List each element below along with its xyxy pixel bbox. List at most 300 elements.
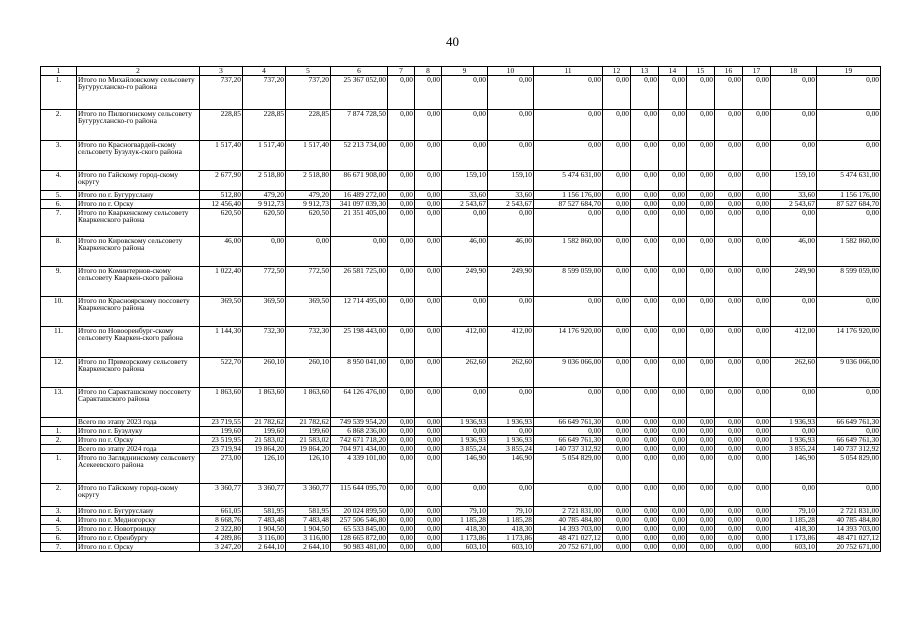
- value-cell: 3 116,00: [286, 533, 331, 542]
- value-cell: 0,00: [817, 75, 881, 109]
- column-number-cell: 7: [388, 67, 415, 76]
- column-number-cell: 3: [200, 67, 243, 76]
- value-cell: 0,00: [603, 109, 631, 140]
- value-cell: 620,50: [200, 208, 243, 236]
- value-cell: 0,00: [715, 236, 743, 266]
- value-cell: 369,50: [286, 296, 331, 326]
- value-cell: 0,00: [743, 266, 771, 296]
- value-cell: 0,00: [488, 75, 534, 109]
- value-cell: 6 868 236,00: [331, 426, 388, 435]
- value-cell: 0,00: [687, 296, 715, 326]
- value-cell: 0,00: [603, 417, 631, 426]
- value-cell: 0,00: [715, 453, 743, 483]
- value-cell: 0,00: [603, 140, 631, 170]
- value-cell: 0,00: [631, 453, 659, 483]
- value-cell: 0,00: [743, 199, 771, 208]
- value-cell: 20 024 899,50: [331, 506, 388, 515]
- value-cell: 0,00: [659, 524, 687, 533]
- value-cell: 0,00: [388, 453, 415, 483]
- value-cell: 0,00: [715, 515, 743, 524]
- table-row: [41, 296, 881, 326]
- value-cell: 0,00: [687, 236, 715, 266]
- value-cell: 0,00: [687, 387, 715, 417]
- value-cell: 0,00: [715, 533, 743, 542]
- table-row: [41, 326, 881, 357]
- value-cell: 0,00: [687, 190, 715, 199]
- value-cell: 2 543,67: [771, 199, 817, 208]
- value-cell: 0,00: [687, 435, 715, 444]
- value-cell: 25 367 052,00: [331, 75, 388, 109]
- value-cell: 0,00: [388, 533, 415, 542]
- value-cell: 0,00: [659, 266, 687, 296]
- value-cell: 0,00: [603, 515, 631, 524]
- value-cell: 0,00: [415, 524, 442, 533]
- value-cell: 260,10: [243, 357, 286, 387]
- value-cell: 0,00: [488, 426, 534, 435]
- row-name-cell: Итого по г. Орску: [77, 199, 200, 208]
- value-cell: 0,00: [631, 199, 659, 208]
- value-cell: 0,00: [817, 109, 881, 140]
- page-number: 40: [446, 34, 459, 49]
- value-cell: 0,00: [415, 190, 442, 199]
- row-number-cell: 9.: [41, 266, 77, 296]
- value-cell: 1 173,86: [771, 533, 817, 542]
- value-cell: 0,00: [388, 515, 415, 524]
- value-cell: 0,00: [631, 515, 659, 524]
- value-cell: 128 665 872,00: [331, 533, 388, 542]
- row-name-cell: Итого по Саракташскому поссовету Саракташского района: [77, 387, 200, 417]
- value-cell: 249,90: [442, 266, 488, 296]
- value-cell: 0,00: [603, 190, 631, 199]
- value-cell: 412,00: [771, 326, 817, 357]
- value-cell: 581,95: [286, 506, 331, 515]
- value-cell: 5 054 829,00: [534, 453, 603, 483]
- value-cell: 16 489 272,00: [331, 190, 388, 199]
- value-cell: 1 904,50: [286, 524, 331, 533]
- column-number-cell: 14: [659, 67, 687, 76]
- value-cell: 0,00: [388, 109, 415, 140]
- row-number-cell: [41, 417, 77, 426]
- value-cell: 0,00: [743, 326, 771, 357]
- value-cell: 8 599 059,00: [534, 266, 603, 296]
- row-name-cell: Итого по г. Орску: [77, 542, 200, 551]
- value-cell: 159,10: [488, 170, 534, 190]
- value-cell: 0,00: [603, 387, 631, 417]
- value-cell: 21 351 405,00: [331, 208, 388, 236]
- value-cell: 140 737 312,92: [817, 444, 881, 453]
- value-cell: 273,00: [200, 453, 243, 483]
- row-number-cell: 2.: [41, 483, 77, 506]
- value-cell: 79,10: [771, 506, 817, 515]
- row-number-cell: 8.: [41, 236, 77, 266]
- value-cell: 0,00: [603, 296, 631, 326]
- value-cell: 3 360,77: [243, 483, 286, 506]
- column-number-cell: 8: [415, 67, 442, 76]
- value-cell: 0,00: [715, 326, 743, 357]
- value-cell: 0,00: [743, 170, 771, 190]
- value-cell: 620,50: [286, 208, 331, 236]
- value-cell: 772,50: [243, 266, 286, 296]
- value-cell: 0,00: [631, 387, 659, 417]
- value-cell: 0,00: [488, 109, 534, 140]
- row-number-cell: 5.: [41, 524, 77, 533]
- value-cell: 0,00: [603, 453, 631, 483]
- value-cell: 33,60: [771, 190, 817, 199]
- value-cell: 0,00: [687, 357, 715, 387]
- value-cell: 228,85: [286, 109, 331, 140]
- value-cell: 0,00: [817, 426, 881, 435]
- value-cell: 21 583,02: [286, 435, 331, 444]
- row-number-cell: 7.: [41, 208, 77, 236]
- column-number-cell: 5: [286, 67, 331, 76]
- row-number-cell: [41, 444, 77, 453]
- value-cell: 0,00: [388, 542, 415, 551]
- value-cell: 0,00: [534, 208, 603, 236]
- column-number-cell: 15: [687, 67, 715, 76]
- value-cell: 0,00: [715, 296, 743, 326]
- value-cell: 1 173,86: [488, 533, 534, 542]
- value-cell: 0,00: [388, 435, 415, 444]
- value-cell: 3 116,00: [243, 533, 286, 542]
- value-cell: 2 644,10: [243, 542, 286, 551]
- value-cell: 66 649 761,30: [534, 417, 603, 426]
- value-cell: 0,00: [388, 266, 415, 296]
- data-table: [40, 66, 881, 552]
- value-cell: 418,30: [771, 524, 817, 533]
- column-number-cell: 1: [41, 67, 77, 76]
- table-row: [41, 199, 881, 208]
- value-cell: 0,00: [388, 208, 415, 236]
- value-cell: 0,00: [603, 357, 631, 387]
- value-cell: 0,00: [631, 435, 659, 444]
- value-cell: 0,00: [715, 199, 743, 208]
- value-cell: 0,00: [659, 208, 687, 236]
- value-cell: 2 322,80: [200, 524, 243, 533]
- value-cell: 0,00: [687, 266, 715, 296]
- value-cell: 2 721 831,00: [817, 506, 881, 515]
- value-cell: 79,10: [442, 506, 488, 515]
- value-cell: 0,00: [415, 357, 442, 387]
- row-number-cell: 7.: [41, 542, 77, 551]
- value-cell: 0,00: [817, 483, 881, 506]
- value-cell: 0,00: [687, 208, 715, 236]
- table-row: [41, 533, 881, 542]
- column-number-cell: 13: [631, 67, 659, 76]
- value-cell: 1 863,60: [200, 387, 243, 417]
- value-cell: 0,00: [534, 75, 603, 109]
- value-cell: 46,00: [200, 236, 243, 266]
- value-cell: 0,00: [488, 387, 534, 417]
- value-cell: 0,00: [603, 506, 631, 515]
- row-name-cell: Итого по г. Бугуруслану: [77, 190, 200, 199]
- table-row: [41, 357, 881, 387]
- value-cell: 1 185,28: [771, 515, 817, 524]
- value-cell: 0,00: [687, 506, 715, 515]
- value-cell: 742 671 718,20: [331, 435, 388, 444]
- value-cell: 0,00: [415, 453, 442, 483]
- value-cell: 249,90: [771, 266, 817, 296]
- column-number-cell: 17: [743, 67, 771, 76]
- value-cell: 0,00: [743, 75, 771, 109]
- row-name-cell: Итого по Коминтернов-скому сельсовету Кваркен-ского района: [77, 266, 200, 296]
- value-cell: 418,30: [488, 524, 534, 533]
- value-cell: 0,00: [659, 533, 687, 542]
- value-cell: 0,00: [415, 140, 442, 170]
- value-cell: 732,30: [286, 326, 331, 357]
- value-cell: 146,90: [488, 453, 534, 483]
- table-row: [41, 524, 881, 533]
- value-cell: 9 912,73: [286, 199, 331, 208]
- value-cell: 0,00: [534, 140, 603, 170]
- table-row: [41, 435, 881, 444]
- value-cell: 0,00: [415, 483, 442, 506]
- value-cell: 0,00: [603, 435, 631, 444]
- row-name-cell: Итого по Новооренбург-скому сельсовету Кваркен-ского района: [77, 326, 200, 357]
- value-cell: 4 339 101,00: [331, 453, 388, 483]
- value-cell: 0,00: [743, 444, 771, 453]
- row-name-cell: Итого по Красногвардей-скому сельсовету Бузулук-ского района: [77, 140, 200, 170]
- value-cell: 0,00: [388, 357, 415, 387]
- value-cell: 0,00: [715, 170, 743, 190]
- row-name-cell: Итого по Гайскому город-скому округу: [77, 483, 200, 506]
- value-cell: 0,00: [743, 417, 771, 426]
- value-cell: 4 289,86: [200, 533, 243, 542]
- value-cell: 0,00: [659, 296, 687, 326]
- value-cell: 412,00: [488, 326, 534, 357]
- value-cell: 0,00: [687, 515, 715, 524]
- value-cell: 0,00: [715, 444, 743, 453]
- value-cell: 412,00: [442, 326, 488, 357]
- value-cell: 0,00: [388, 483, 415, 506]
- value-cell: 0,00: [388, 524, 415, 533]
- column-number-cell: 12: [603, 67, 631, 76]
- value-cell: 2 721 831,00: [534, 506, 603, 515]
- table-row: [41, 170, 881, 190]
- value-cell: 0,00: [388, 199, 415, 208]
- table-header-row: [41, 67, 881, 76]
- table-row: [41, 208, 881, 236]
- table-row: [41, 266, 881, 296]
- value-cell: 65 533 845,00: [331, 524, 388, 533]
- value-cell: 0,00: [743, 483, 771, 506]
- value-cell: 21 782,62: [286, 417, 331, 426]
- value-cell: 0,00: [715, 542, 743, 551]
- value-cell: 3 360,77: [200, 483, 243, 506]
- value-cell: 14 393 703,00: [534, 524, 603, 533]
- value-cell: 1 144,30: [200, 326, 243, 357]
- value-cell: 0,00: [388, 140, 415, 170]
- value-cell: 749 539 954,20: [331, 417, 388, 426]
- value-cell: 87 527 684,70: [817, 199, 881, 208]
- column-number-cell: 2: [77, 67, 200, 76]
- value-cell: 23 519,95: [200, 435, 243, 444]
- value-cell: 0,00: [659, 426, 687, 435]
- value-cell: 1 936,93: [442, 435, 488, 444]
- value-cell: 0,00: [415, 435, 442, 444]
- table-body: [41, 67, 881, 552]
- row-name-cell: Итого по г. Бузулуку: [77, 426, 200, 435]
- value-cell: 0,00: [631, 542, 659, 551]
- value-cell: 0,00: [715, 140, 743, 170]
- value-cell: 14 176 920,00: [534, 326, 603, 357]
- value-cell: 0,00: [687, 524, 715, 533]
- value-cell: 249,90: [488, 266, 534, 296]
- value-cell: 0,00: [659, 326, 687, 357]
- value-cell: 0,00: [388, 170, 415, 190]
- value-cell: 603,10: [488, 542, 534, 551]
- value-cell: 8 668,76: [200, 515, 243, 524]
- value-cell: 0,00: [687, 170, 715, 190]
- row-name-cell: Итого по г. Новотроицку: [77, 524, 200, 533]
- value-cell: 0,00: [603, 524, 631, 533]
- value-cell: 0,00: [743, 190, 771, 199]
- value-cell: 257 506 546,80: [331, 515, 388, 524]
- value-cell: 0,00: [442, 140, 488, 170]
- value-cell: 0,00: [388, 387, 415, 417]
- value-cell: 0,00: [631, 140, 659, 170]
- value-cell: 0,00: [603, 444, 631, 453]
- value-cell: 1 936,93: [488, 435, 534, 444]
- value-cell: 9 036 066,00: [534, 357, 603, 387]
- row-number-cell: 2.: [41, 109, 77, 140]
- value-cell: 126,10: [286, 453, 331, 483]
- value-cell: 0,00: [687, 426, 715, 435]
- value-cell: 0,00: [442, 75, 488, 109]
- value-cell: 87 527 684,70: [534, 199, 603, 208]
- value-cell: 0,00: [631, 506, 659, 515]
- value-cell: 66 649 761,30: [534, 435, 603, 444]
- value-cell: 1 936,93: [771, 435, 817, 444]
- column-number-cell: 9: [442, 67, 488, 76]
- value-cell: 0,00: [817, 140, 881, 170]
- value-cell: 0,00: [743, 515, 771, 524]
- value-cell: 0,00: [388, 444, 415, 453]
- value-cell: 0,00: [659, 236, 687, 266]
- value-cell: 0,00: [331, 236, 388, 266]
- value-cell: 0,00: [771, 426, 817, 435]
- row-number-cell: 1.: [41, 453, 77, 483]
- value-cell: 0,00: [659, 483, 687, 506]
- value-cell: 0,00: [743, 236, 771, 266]
- value-cell: 0,00: [415, 417, 442, 426]
- value-cell: 3 247,20: [200, 542, 243, 551]
- value-cell: 0,00: [631, 266, 659, 296]
- value-cell: 1 936,93: [488, 417, 534, 426]
- value-cell: 0,00: [603, 170, 631, 190]
- value-cell: 159,10: [771, 170, 817, 190]
- column-number-cell: 18: [771, 67, 817, 76]
- value-cell: 1 517,40: [243, 140, 286, 170]
- value-cell: 25 198 443,00: [331, 326, 388, 357]
- value-cell: 341 097 039,30: [331, 199, 388, 208]
- value-cell: 0,00: [603, 75, 631, 109]
- value-cell: 0,00: [631, 190, 659, 199]
- value-cell: 0,00: [743, 109, 771, 140]
- column-number-cell: 11: [534, 67, 603, 76]
- value-cell: 5 474 631,00: [817, 170, 881, 190]
- value-cell: 26 581 725,00: [331, 266, 388, 296]
- value-cell: 20 752 671,00: [817, 542, 881, 551]
- column-number-cell: 16: [715, 67, 743, 76]
- value-cell: 0,00: [715, 417, 743, 426]
- value-cell: 0,00: [771, 140, 817, 170]
- table-row: [41, 75, 881, 109]
- value-cell: 603,10: [442, 542, 488, 551]
- value-cell: 0,00: [631, 326, 659, 357]
- value-cell: 199,60: [200, 426, 243, 435]
- value-cell: 0,00: [659, 109, 687, 140]
- value-cell: 0,00: [415, 208, 442, 236]
- value-cell: 0,00: [388, 326, 415, 357]
- value-cell: 369,50: [200, 296, 243, 326]
- value-cell: 0,00: [687, 453, 715, 483]
- value-cell: 0,00: [631, 524, 659, 533]
- value-cell: 0,00: [771, 109, 817, 140]
- value-cell: 0,00: [743, 542, 771, 551]
- value-cell: 0,00: [659, 357, 687, 387]
- table-row: [41, 426, 881, 435]
- value-cell: 0,00: [534, 426, 603, 435]
- value-cell: 2 543,67: [442, 199, 488, 208]
- value-cell: 260,10: [286, 357, 331, 387]
- value-cell: 66 649 761,30: [817, 435, 881, 444]
- value-cell: 0,00: [631, 417, 659, 426]
- table-row: [41, 515, 881, 524]
- value-cell: 0,00: [631, 533, 659, 542]
- value-cell: 0,00: [715, 435, 743, 444]
- value-cell: 14 176 920,00: [817, 326, 881, 357]
- column-number-cell: 10: [488, 67, 534, 76]
- value-cell: 0,00: [715, 426, 743, 435]
- value-cell: 0,00: [715, 109, 743, 140]
- value-cell: 0,00: [743, 140, 771, 170]
- value-cell: 369,50: [243, 296, 286, 326]
- value-cell: 0,00: [715, 190, 743, 199]
- value-cell: 3 360,77: [286, 483, 331, 506]
- value-cell: 0,00: [659, 75, 687, 109]
- value-cell: 0,00: [415, 326, 442, 357]
- value-cell: 0,00: [415, 506, 442, 515]
- value-cell: 1 863,60: [243, 387, 286, 417]
- value-cell: 7 483,48: [243, 515, 286, 524]
- value-cell: 512,80: [200, 190, 243, 199]
- value-cell: 21 583,02: [243, 435, 286, 444]
- value-cell: 79,10: [488, 506, 534, 515]
- value-cell: 0,00: [603, 426, 631, 435]
- value-cell: 146,90: [442, 453, 488, 483]
- value-cell: 0,00: [388, 426, 415, 435]
- value-cell: 0,00: [817, 387, 881, 417]
- value-cell: 262,60: [442, 357, 488, 387]
- table-row: [41, 387, 881, 417]
- value-cell: 0,00: [603, 266, 631, 296]
- value-cell: 0,00: [743, 296, 771, 326]
- value-cell: 1 156 176,00: [817, 190, 881, 199]
- value-cell: 0,00: [817, 296, 881, 326]
- value-cell: 46,00: [442, 236, 488, 266]
- table-row: [41, 542, 881, 551]
- value-cell: 159,10: [442, 170, 488, 190]
- table-row: [41, 236, 881, 266]
- value-cell: 8 950 041,00: [331, 357, 388, 387]
- total-row: [41, 417, 881, 426]
- value-cell: 0,00: [415, 236, 442, 266]
- row-number-cell: 1.: [41, 426, 77, 435]
- value-cell: 86 671 908,00: [331, 170, 388, 190]
- row-name-cell: Всего по этапу 2024 года: [77, 444, 200, 453]
- value-cell: 0,00: [743, 435, 771, 444]
- table-row: [41, 506, 881, 515]
